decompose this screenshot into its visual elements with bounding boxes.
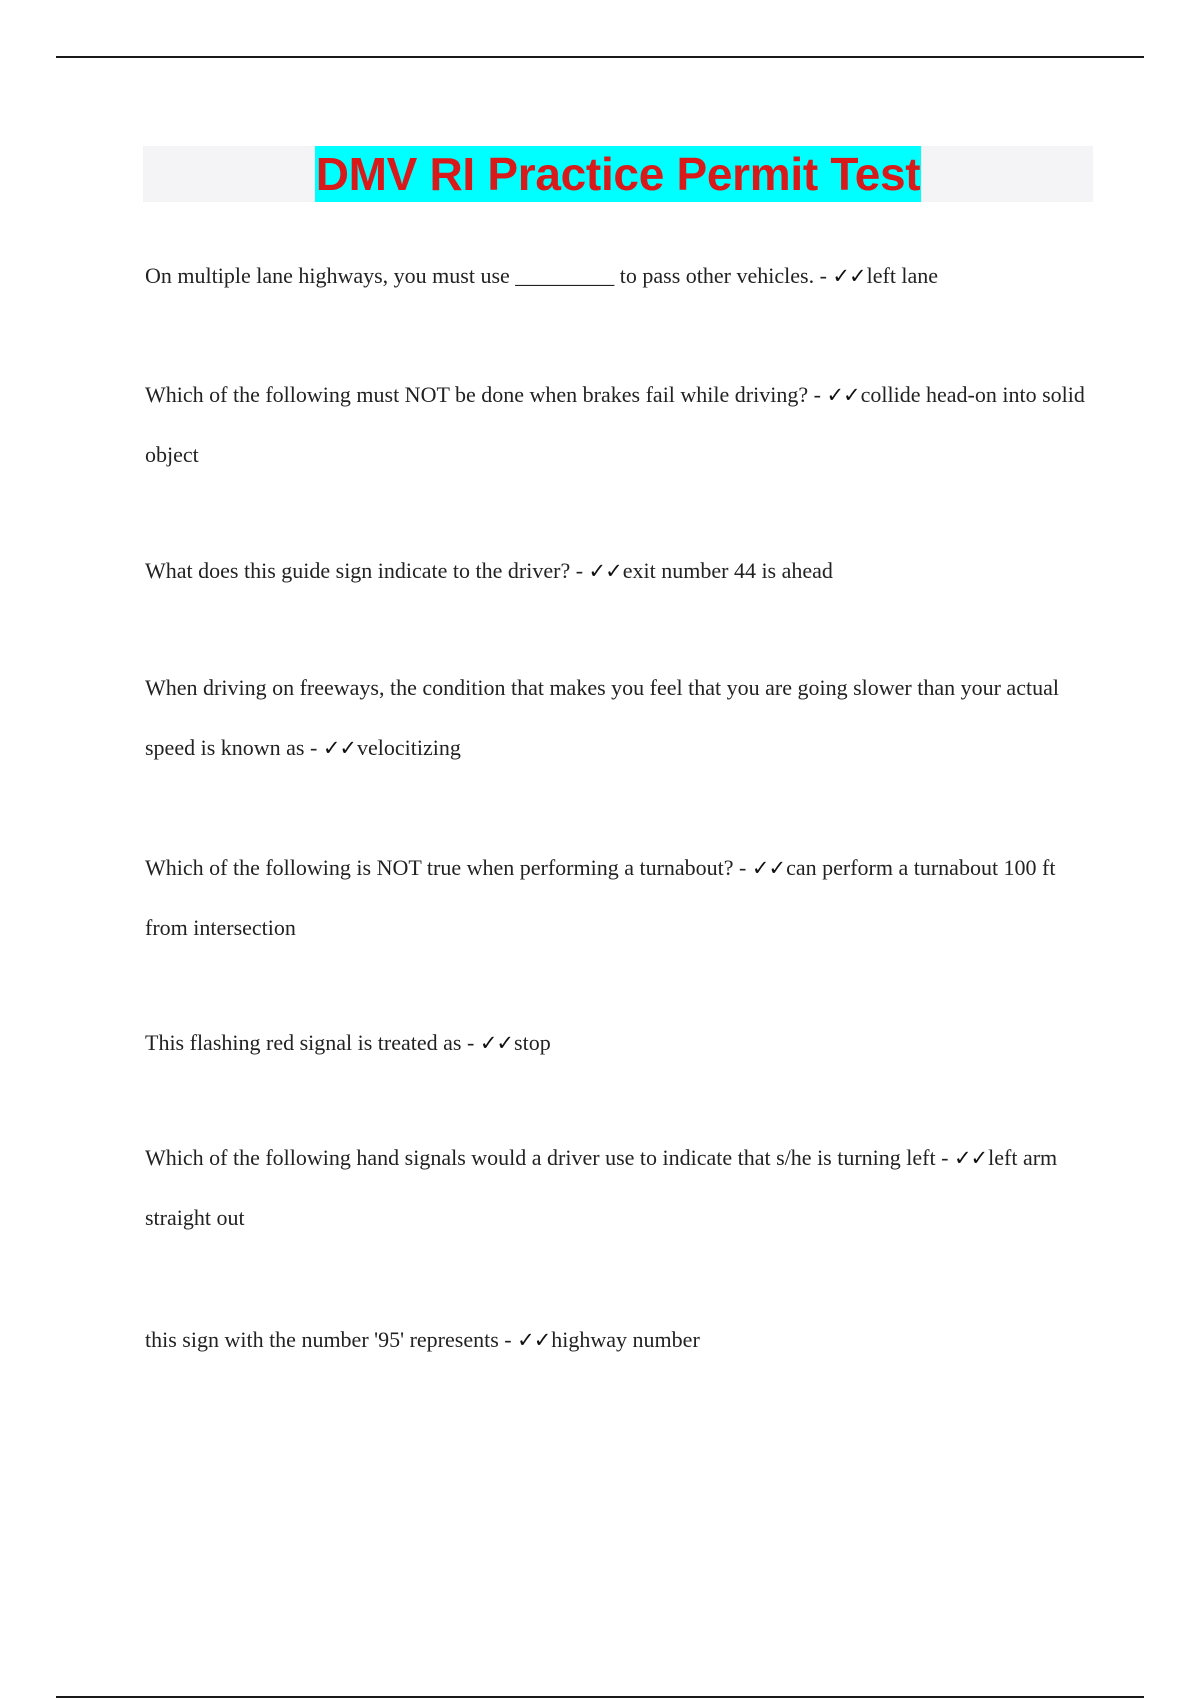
answer-text: collide head-on into solid object xyxy=(145,382,1085,467)
question-text: When driving on freeways, the condition that makes you feel that you are going slower than your actual speed is known as - xyxy=(145,675,1059,760)
question-text: On multiple lane highways, you must use _________ to pass other vehicles. - xyxy=(145,263,833,288)
double-check-icon: ✓✓ xyxy=(479,1031,514,1055)
answer-text: can perform a turnabout 100 ft from intersection xyxy=(145,855,1056,940)
double-check-icon: ✓✓ xyxy=(826,383,860,407)
question-text: Which of the following is NOT true when performing a turnabout? - xyxy=(145,855,752,880)
double-check-icon: ✓✓ xyxy=(832,264,866,288)
qa-item-3 xyxy=(145,541,1100,601)
qa-item-4 xyxy=(145,658,1100,778)
qa-item-1 xyxy=(145,246,1100,306)
question-text: What does this guide sign indicate to the driver? - xyxy=(145,558,589,583)
double-check-icon: ✓✓ xyxy=(751,856,786,880)
question-text: This flashing red signal is treated as - xyxy=(145,1030,480,1055)
double-check-icon: ✓✓ xyxy=(953,1146,988,1170)
double-check-icon: ✓✓ xyxy=(588,559,622,583)
answer-text: left lane xyxy=(866,263,939,288)
title-banner xyxy=(143,146,1093,202)
question-text: this sign with the number '95' represents - xyxy=(145,1327,518,1352)
qa-item-8 xyxy=(145,1310,1100,1370)
qa-item-5 xyxy=(145,838,1100,958)
answer-text: exit number 44 is ahead xyxy=(622,558,833,583)
header-rule xyxy=(56,56,1144,58)
question-text: Which of the following hand signals would a driver use to indicate that s/he is turning left - xyxy=(145,1145,954,1170)
answer-text: highway number xyxy=(551,1327,700,1352)
page-title: DMV RI Practice Permit Test xyxy=(315,148,921,200)
qa-item-2 xyxy=(145,365,1100,485)
footer-rule xyxy=(56,1696,1144,1698)
answer-text: velocitizing xyxy=(357,735,461,760)
answer-text: stop xyxy=(514,1030,551,1055)
qa-item-7 xyxy=(145,1128,1100,1248)
question-text: Which of the following must NOT be done when brakes fail while driving? - xyxy=(145,382,827,407)
double-check-icon: ✓✓ xyxy=(517,1328,551,1352)
answer-text: left arm straight out xyxy=(145,1145,1058,1230)
qa-item-6 xyxy=(145,1013,1100,1073)
double-check-icon: ✓✓ xyxy=(322,736,357,760)
